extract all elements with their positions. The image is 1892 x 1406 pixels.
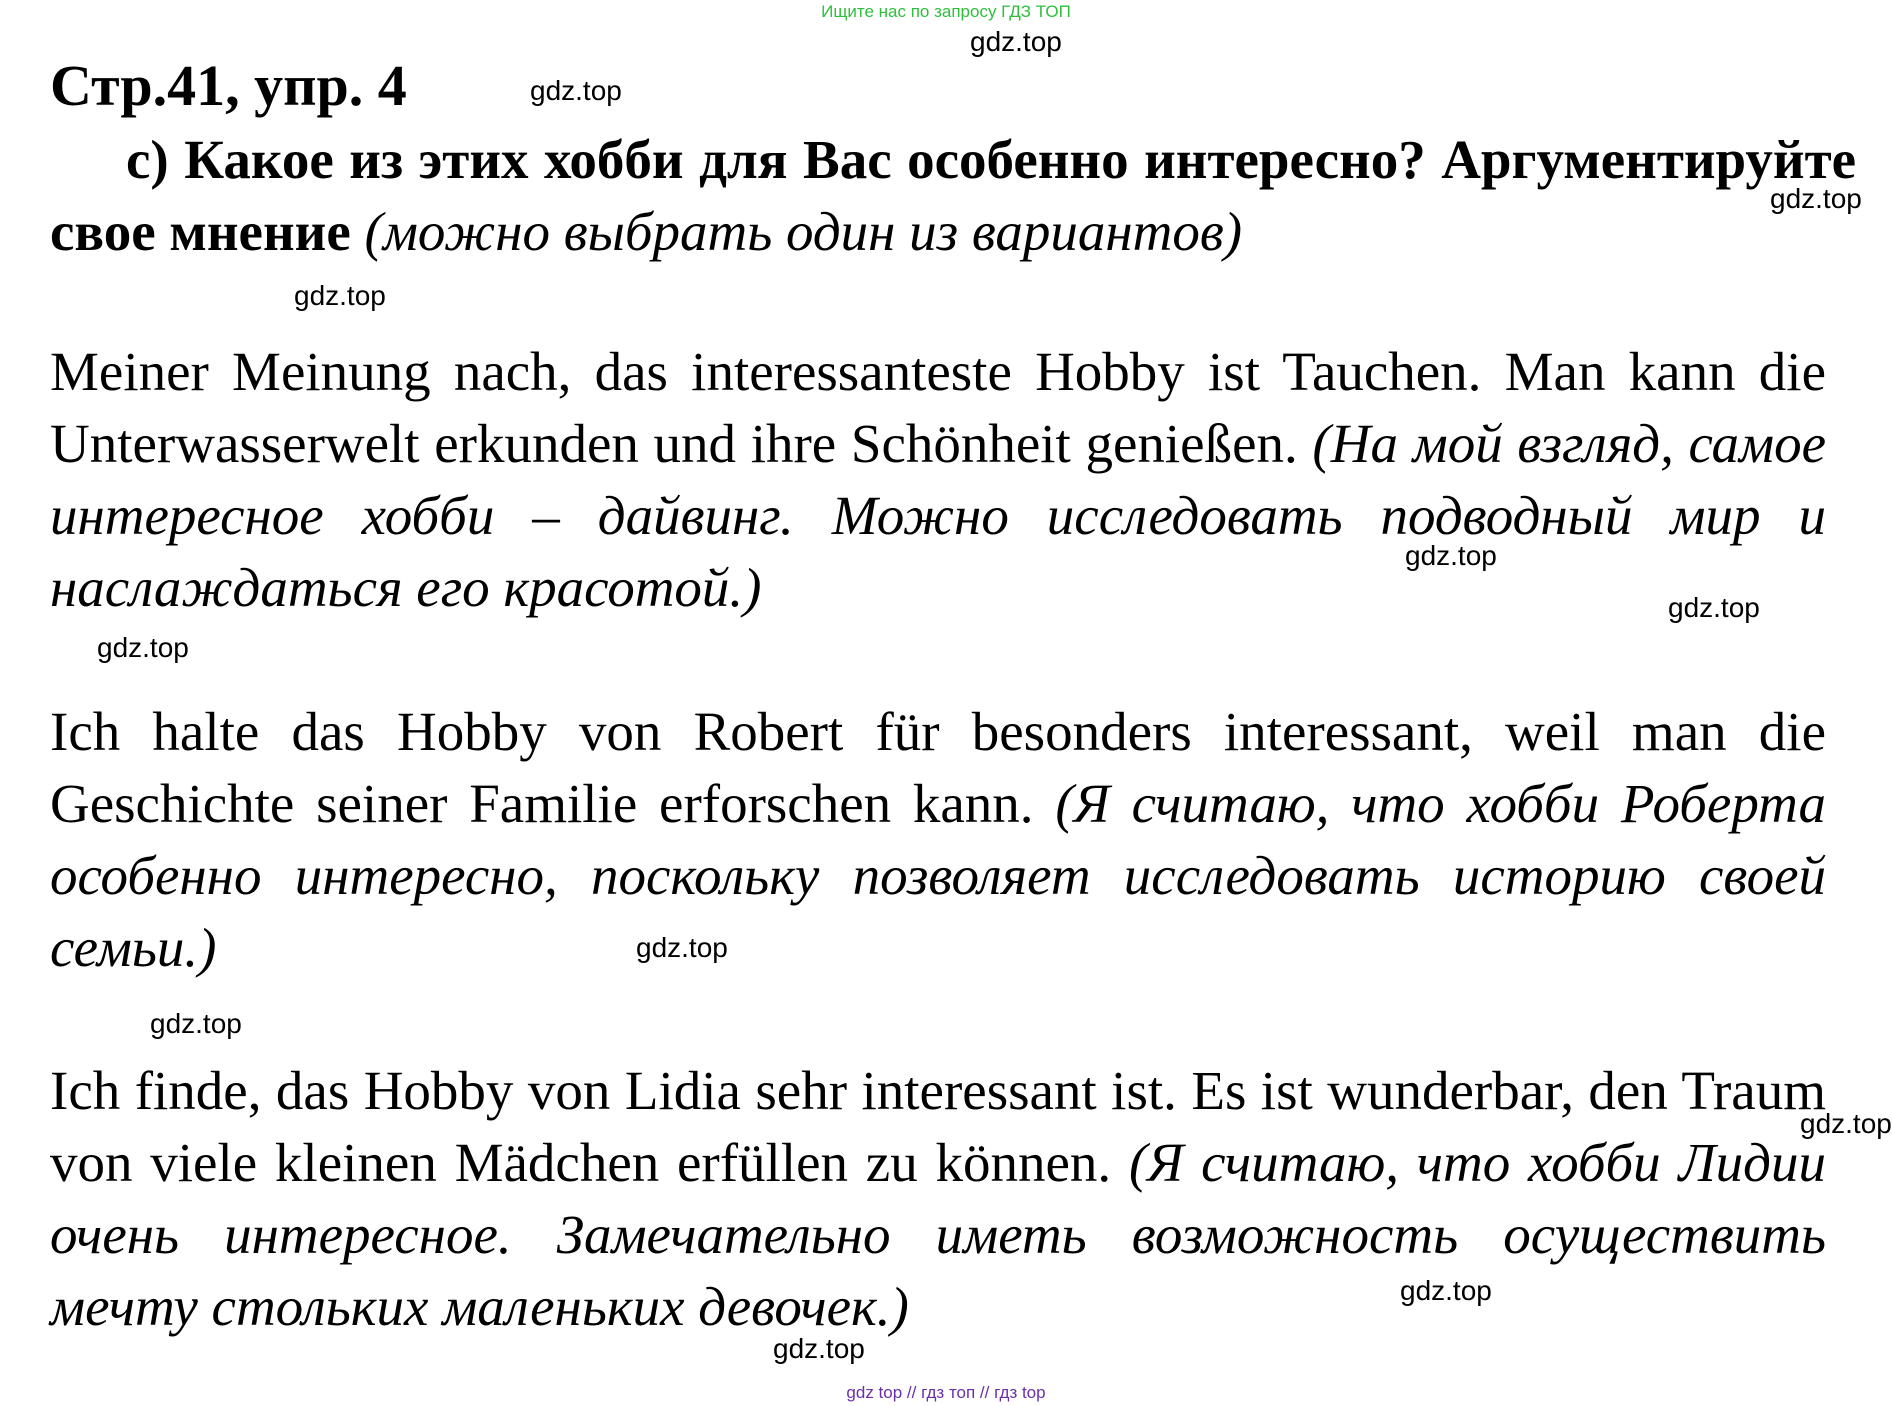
answer-russian: (На мой взгляд, самое интересное хобби – дайвинг. Можно исследовать подводный мир и наслаждаться его красотой.) <box>50 413 1826 618</box>
answer-german: Meiner Meinung nach, das interessanteste Hobby ist Tauchen. Man kann die Unterwasserwelt erkunden und ihre Schönheit genießen. <box>50 341 1826 474</box>
watermark: gdz.top <box>1800 1108 1892 1139</box>
watermark: gdz.top <box>773 1333 865 1364</box>
watermark: gdz.top <box>636 932 728 963</box>
answer-paragraph <box>50 1055 1826 1343</box>
watermark: gdz.top <box>530 75 622 106</box>
bottom-banner[interactable]: gdz top // гдз топ // гдз top <box>846 1383 1046 1402</box>
watermark: gdz.top <box>1770 183 1862 214</box>
watermark: gdz.top <box>1400 1275 1492 1306</box>
watermark: gdz.top <box>97 632 189 663</box>
watermark: gdz.top <box>294 280 386 311</box>
watermark: gdz.top <box>150 1008 242 1039</box>
task-note: (можно выбрать один из вариантов) <box>364 201 1243 262</box>
page-title: Стр.41, упр. 4 <box>50 53 407 118</box>
answer-russian: (Я считаю, что хобби Роберта особенно интересно, поскольку позволяет исследовать историю своей семьи.) <box>50 773 1826 978</box>
answer-german: Ich halte das Hobby von Robert für besonders interessant, weil man die Geschichte seiner Familie erforschen kann. <box>50 701 1826 834</box>
watermark: gdz.top <box>1668 592 1760 623</box>
answer-paragraph <box>50 696 1826 984</box>
answer-paragraph <box>50 336 1826 624</box>
watermark: gdz.top <box>1405 540 1497 571</box>
watermark: gdz.top <box>970 26 1062 57</box>
top-banner[interactable]: Ищите нас по запросу ГДЗ ТОП <box>821 2 1071 21</box>
task-prompt <box>50 124 1856 268</box>
answer-german: Ich finde, das Hobby von Lidia sehr interessant ist. Es ist wunderbar, den Traum von viele kleinen Mädchen erfüllen zu können. <box>50 1060 1826 1193</box>
answer-russian: (Я считаю, что хобби Лидии очень интересное. Замечательно иметь возможность осуществить мечту стольких маленьких девочек.) <box>50 1132 1827 1337</box>
task-question: c) Какое из этих хобби для Вас особенно интересно? Аргументируйте свое мнение <box>50 129 1856 262</box>
